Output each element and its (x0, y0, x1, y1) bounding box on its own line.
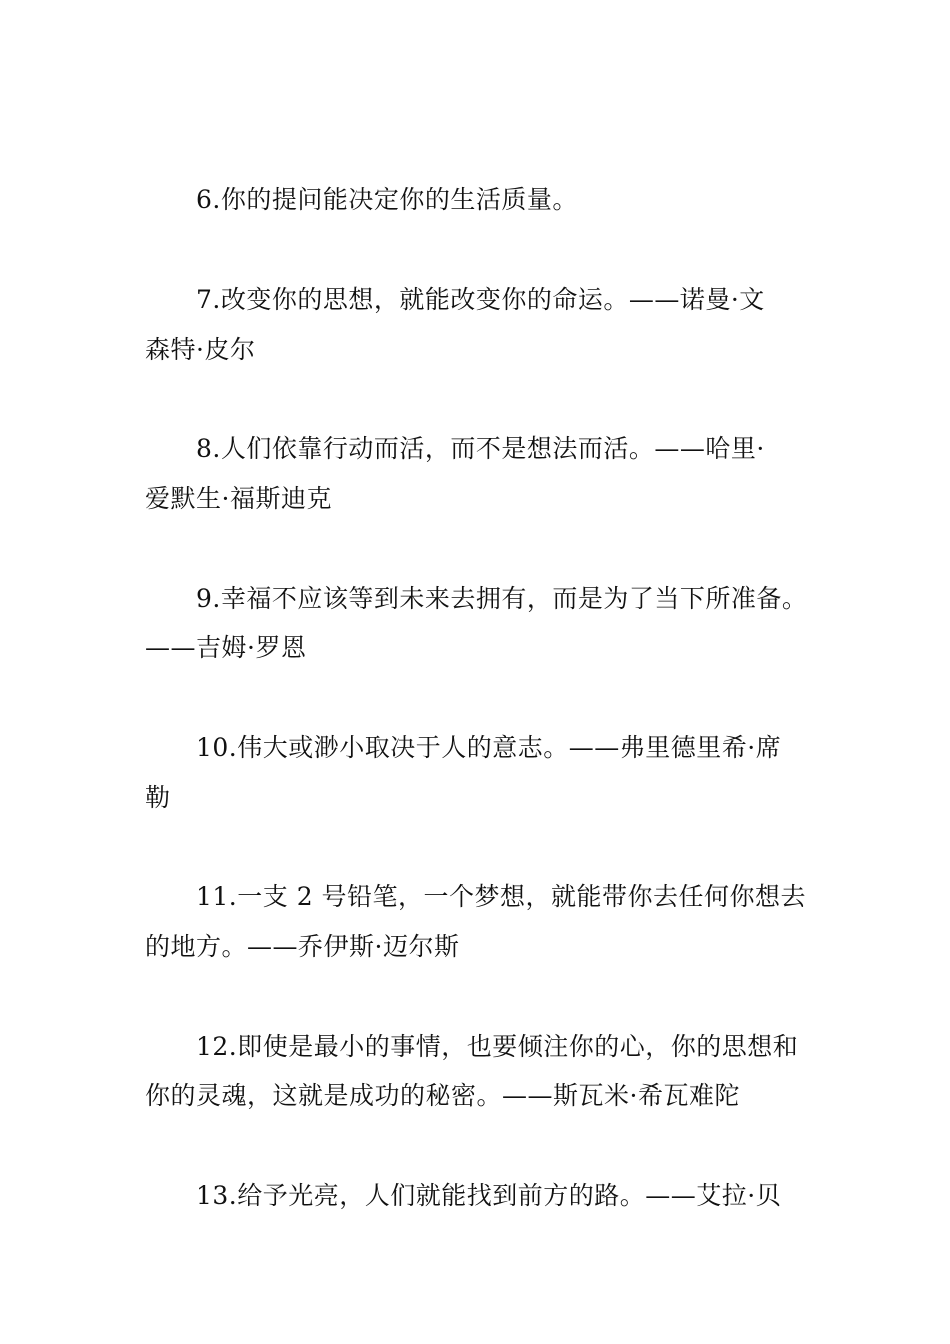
quote-12-line-2: 你的灵魂，这就是成功的秘密。——斯瓦米·希瓦难陀 (145, 1081, 740, 1110)
quote-9-line-2: ——吉姆·罗恩 (145, 633, 307, 662)
quote-7-line-1: 7.改变你的思想，就能改变你的命运。——诺曼·文 (196, 285, 765, 314)
quote-13-line-1: 13.给予光亮，人们就能找到前方的路。——艾拉·贝 (196, 1181, 782, 1210)
quote-10-line-2: 勒 (145, 783, 171, 812)
quote-6-line-1: 6.你的提问能决定你的生活质量。 (196, 185, 578, 214)
quote-7-line-2: 森特·皮尔 (145, 335, 256, 364)
quote-8-line-1: 8.人们依靠行动而活，而不是想法而活。——哈里· (196, 434, 765, 463)
quote-10-line-1: 10.伟大或渺小取决于人的意志。——弗里德里希·席 (196, 733, 782, 762)
quote-8-line-2: 爱默生·福斯迪克 (145, 484, 332, 513)
quote-12-line-1: 12.即使是最小的事情，也要倾注你的心，你的思想和 (196, 1032, 799, 1061)
quote-11-line-1: 11.一支 2 号铅笔，一个梦想，就能带你去任何你想去 (196, 882, 807, 911)
quote-11-line-2: 的地方。——乔伊斯·迈尔斯 (145, 932, 460, 961)
quote-9-line-1: 9.幸福不应该等到未来去拥有，而是为了当下所准备。 (196, 584, 808, 613)
